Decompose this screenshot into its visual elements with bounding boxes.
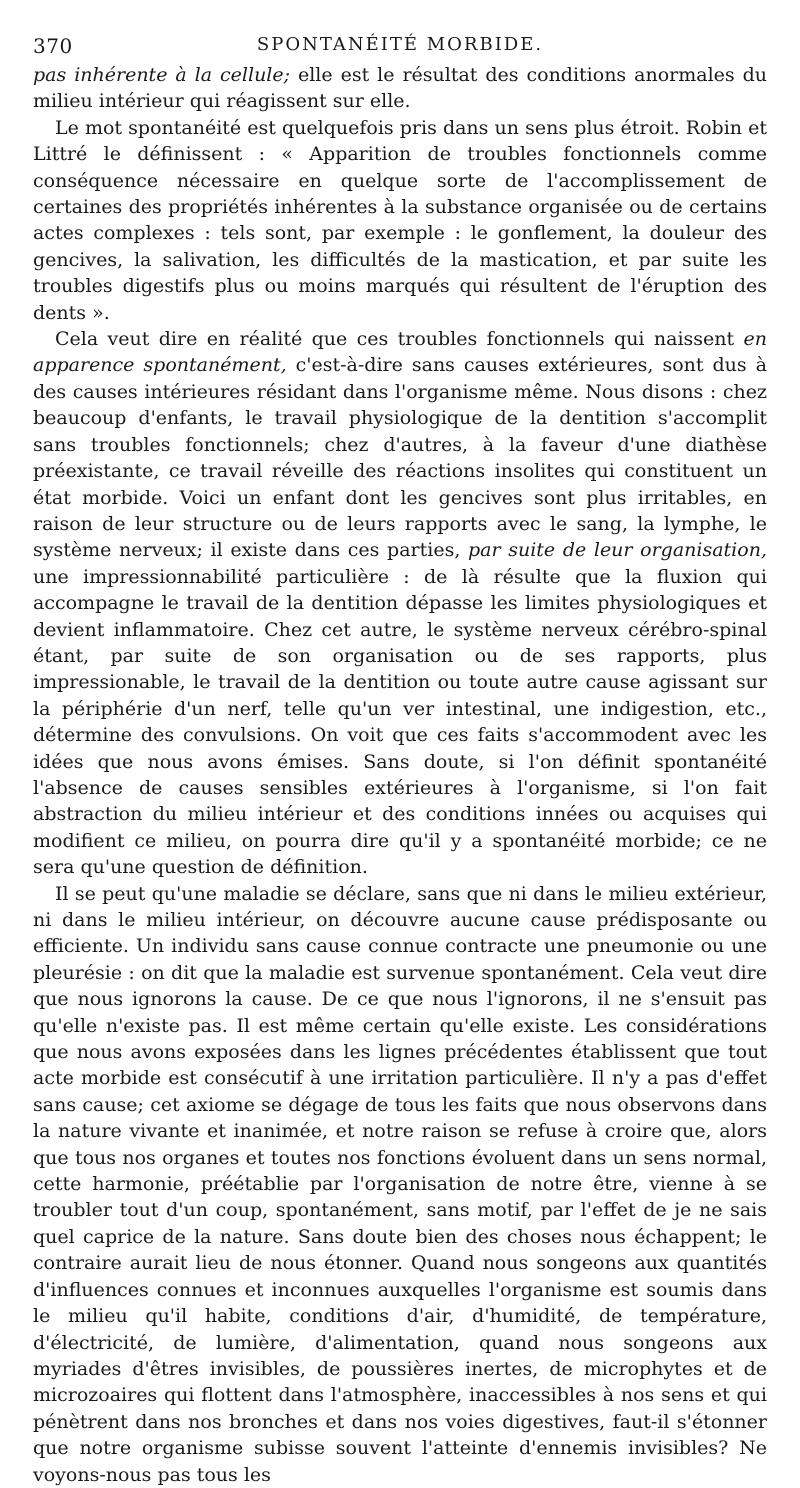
paragraph-3-italic-b: par suite de leur organisation, [468, 539, 767, 562]
running-title: SPONTANÉITÉ MORBIDE. [256, 34, 544, 55]
paragraph-3 [33, 326, 767, 881]
page-number: 370 [33, 34, 73, 58]
paragraph-4 [33, 881, 767, 1488]
paragraph-2 [33, 115, 767, 326]
paragraph-3-italic-a: en apparence spontanément, [33, 328, 767, 377]
paragraph-1-text: elle est le résultat des conditions anormales du milieu intérieur qui réagissent sur elle. [33, 64, 767, 113]
running-header [33, 30, 767, 60]
body-text [33, 62, 767, 1488]
paragraph-3-text-a: Cela veut dire en réalité que ces troubles fonctionnels qui naissent [55, 328, 744, 351]
book-page [33, 30, 767, 1488]
paragraph-2-text: Le mot spontanéité est quelquefois pris dans un sens plus étroit. Robin et Littré le définissent : « Apparition de troubles fonctionnels comme conséquence nécessaire en quelque sorte de l'accomplissement de certaines des propriétés inhérentes à la substance organisée ou de certains actes complexes : tels sont, par exemple : le gonflement, la douleur des gencives, la salivation, les difficultés de la mastication, et par suite les troubles digestifs plus ou moins marqués qui résultent de l'éruption des dents ». [33, 116, 767, 324]
paragraph-1 [33, 62, 767, 115]
paragraph-3-text-b: c'est-à-dire sans causes extérieures, sont dus à des causes intérieures résidant dans l'organisme même. Nous disons : chez beaucoup d'enfants, le travail physiologique de la dentition s'accomplit sans troubles fonctionnels; chez d'autres, à la faveur d'une diathèse préexistante, ce travail réveille des réactions insolites qui constituent un état morbide. Voici un enfant dont les gencives sont plus irritables, en raison de leur structure ou de leurs rapports avec le sang, la lymphe, le système nerveux; il existe dans ces parties, [33, 354, 767, 562]
paragraph-3-text-c: une impressionnabilité particulière : de là résulte que la fluxion qui accompagne le travail de la dentition dépasse les limites physiologiques et devient inflammatoire. Chez cet autre, le système nerveux cérébro-spinal étant, par suite de son organisation ou de ses rapports, plus impressionable, le travail de la dentition ou toute autre cause agissant sur la périphérie d'un nerf, telle qu'un ver intestinal, une indigestion, etc., détermine des convulsions. On voit que ces faits s'accommodent avec les idées que nous avons émises. Sans doute, si l'on définit spontanéité l'absence de causes sensibles extérieures à l'organisme, si l'on fait abstraction du milieu intérieur et des conditions innées ou acquises qui modifient ce milieu, on pourra dire qu'il y a spontanéité morbide; ce ne sera qu'une question de définition. [33, 565, 767, 879]
paragraph-4-text: Il se peut qu'une maladie se déclare, sans que ni dans le milieu extérieur, ni dans le milieu intérieur, on découvre aucune cause prédisposante ou efficiente. Un individu sans cause connue contracte une pneumonie ou une pleurésie : on dit que la maladie est survenue spontanément. Cela veut dire que nous ignorons la cause. De ce que nous l'ignorons, il ne s'ensuit pas qu'elle n'existe pas. Il est même certain qu'elle existe. Les considérations que nous avons exposées dans les lignes précédentes établissent que tout acte morbide est consécutif à une irritation particulière. Il n'y a pas d'effet sans cause; cet axiome se dégage de tous les faits que nous observons dans la nature vivante et inanimée, et notre raison se refuse à croire que, alors que tous nos organes et toutes nos fonctions évoluent dans un sens normal, cette harmonie, préétablie par l'organisation de notre être, vienne à se troubler tout d'un coup, spontanément, sans motif, par l'effet de je ne sais quel caprice de la nature. Sans doute bien des choses nous échappent; le contraire aurait lieu de nous étonner. Quand nous songeons aux quantités d'influences connues et inconnues auxquelles l'organisme est soumis dans le milieu qu'il habite, conditions d'air, d'humidité, de température, d'électricité, de lumière, d'alimentation, quand nous songeons aux myriades d'êtres invisibles, de poussières inertes, de microphytes et de microzoaires qui flottent dans l'atmosphère, inaccessibles à nos sens et qui pénètrent dans nos bronches et dans nos voies digestives, faut-il s'étonner que notre organisme subisse souvent l'atteinte d'ennemis invisibles? Ne voyons-nous pas tous les [33, 882, 767, 1486]
paragraph-1-italic: pas inhérente à la cellule; [33, 64, 291, 86]
